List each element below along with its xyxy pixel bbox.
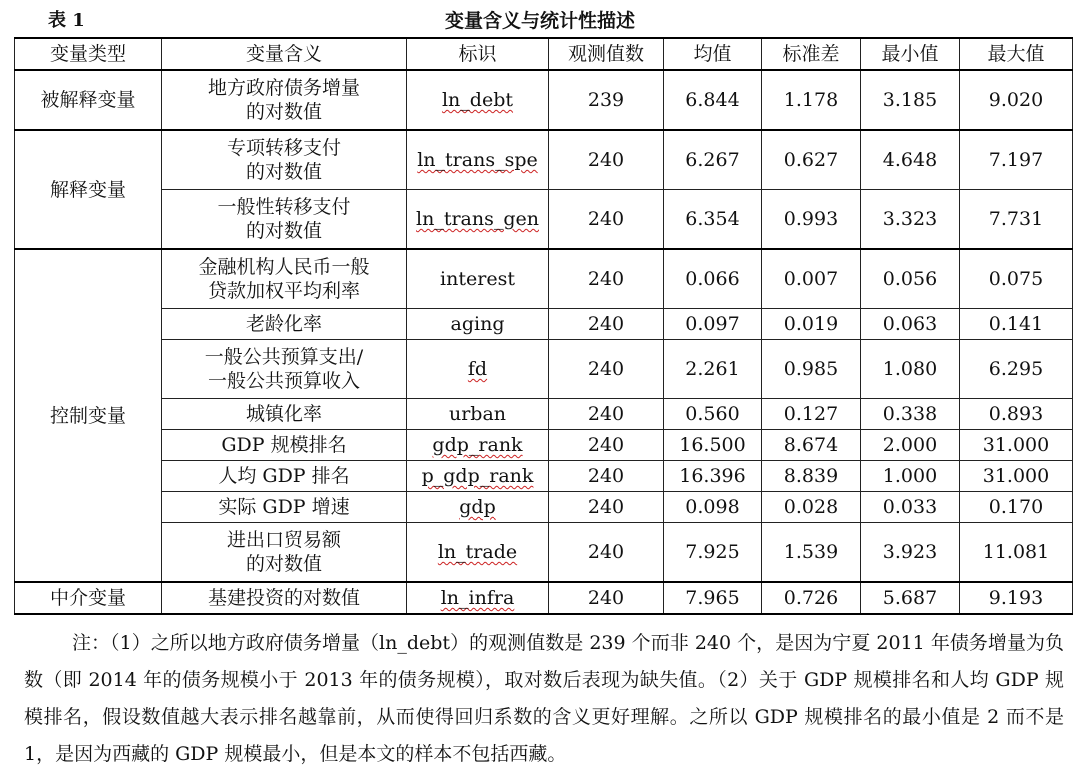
identifier-cell: [407, 130, 549, 190]
mean-cell: 0.066: [664, 249, 762, 309]
obs-cell: 240: [549, 430, 664, 461]
obs-cell: 240: [549, 309, 664, 340]
min-cell: 3.323: [861, 190, 960, 250]
identifier-cell: [407, 249, 549, 309]
sd-cell: 0.127: [762, 399, 861, 430]
variable-meaning-cell: 金融机构人民币一般 贷款加权平均利率: [162, 249, 407, 309]
identifier-cell: [407, 399, 549, 430]
max-cell: 0.141: [960, 309, 1073, 340]
max-cell: 9.020: [960, 70, 1073, 130]
variable-meaning-cell: 一般公共预算支出/ 一般公共预算收入: [162, 340, 407, 399]
obs-cell: 240: [549, 190, 664, 250]
variable-type-cell: 被解释变量: [15, 70, 162, 130]
table-row: [15, 492, 1073, 523]
min-cell: 4.648: [861, 130, 960, 190]
mean-cell: 0.098: [664, 492, 762, 523]
sd-cell: 1.539: [762, 523, 861, 583]
table-header: [0, 0, 1080, 36]
mean-cell: 0.560: [664, 399, 762, 430]
sd-cell: 1.178: [762, 70, 861, 130]
identifier-cell: [407, 430, 549, 461]
mean-cell: 6.267: [664, 130, 762, 190]
table-row: [15, 130, 1073, 190]
identifier-text: fd: [467, 358, 488, 380]
column-header: 变量类型: [15, 38, 162, 70]
table-row: [15, 399, 1073, 430]
max-cell: 11.081: [960, 523, 1073, 583]
identifier-text: gdp: [459, 496, 496, 518]
variable-meaning-cell: 地方政府债务增量 的对数值: [162, 70, 407, 130]
mean-cell: 7.925: [664, 523, 762, 583]
min-cell: 2.000: [861, 430, 960, 461]
identifier-cell: [407, 309, 549, 340]
variable-meaning-cell: GDP 规模排名: [162, 430, 407, 461]
variable-meaning-cell: 进出口贸易额 的对数值: [162, 523, 407, 583]
mean-cell: 6.844: [664, 70, 762, 130]
identifier-text: urban: [448, 403, 507, 425]
identifier-text: interest: [440, 268, 515, 290]
table-row: [15, 523, 1073, 583]
identifier-text: p_gdp_rank: [421, 465, 534, 487]
variable-meaning-cell: 一般性转移支付 的对数值: [162, 190, 407, 250]
max-cell: 9.193: [960, 582, 1073, 614]
min-cell: 1.000: [861, 461, 960, 492]
sd-cell: 0.007: [762, 249, 861, 309]
column-header: 均值: [664, 38, 762, 70]
mean-cell: 2.261: [664, 340, 762, 399]
column-header: 最小值: [861, 38, 960, 70]
table-row: [15, 340, 1073, 399]
sd-cell: 8.674: [762, 430, 861, 461]
identifier-text: ln_trade: [437, 541, 518, 563]
statistics-table: [14, 37, 1073, 615]
min-cell: 5.687: [861, 582, 960, 614]
max-cell: 7.197: [960, 130, 1073, 190]
sd-cell: 0.993: [762, 190, 861, 250]
sd-cell: 0.627: [762, 130, 861, 190]
min-cell: 0.063: [861, 309, 960, 340]
mean-cell: 16.500: [664, 430, 762, 461]
table-label: 表 1: [48, 10, 85, 31]
variable-meaning-cell: 人均 GDP 排名: [162, 461, 407, 492]
variable-type-cell: 中介变量: [15, 582, 162, 614]
variable-meaning-cell: 基建投资的对数值: [162, 582, 407, 614]
min-cell: 0.056: [861, 249, 960, 309]
obs-cell: 240: [549, 523, 664, 583]
obs-cell: 240: [549, 249, 664, 309]
identifier-cell: [407, 190, 549, 250]
variable-meaning-cell: 老龄化率: [162, 309, 407, 340]
variable-type-cell: 控制变量: [15, 249, 162, 582]
table-title: 变量含义与统计性描述: [444, 10, 635, 32]
column-header: 观测值数: [549, 38, 664, 70]
max-cell: 31.000: [960, 430, 1073, 461]
min-cell: 1.080: [861, 340, 960, 399]
obs-cell: 240: [549, 130, 664, 190]
min-cell: 3.923: [861, 523, 960, 583]
table-row: [15, 430, 1073, 461]
obs-cell: 239: [549, 70, 664, 130]
min-cell: 0.338: [861, 399, 960, 430]
obs-cell: 240: [549, 399, 664, 430]
header-row: [15, 38, 1073, 70]
column-header: 标准差: [762, 38, 861, 70]
sd-cell: 8.839: [762, 461, 861, 492]
variable-type-cell: 解释变量: [15, 130, 162, 249]
identifier-cell: [407, 461, 549, 492]
table-row: [15, 582, 1073, 614]
mean-cell: 7.965: [664, 582, 762, 614]
column-header: 最大值: [960, 38, 1073, 70]
min-cell: 0.033: [861, 492, 960, 523]
column-header: 变量含义: [162, 38, 407, 70]
sd-cell: 0.985: [762, 340, 861, 399]
variable-meaning-cell: 实际 GDP 增速: [162, 492, 407, 523]
identifier-cell: [407, 340, 549, 399]
identifier-text: ln_debt: [441, 89, 514, 111]
identifier-text: ln_trans_spe: [417, 149, 538, 171]
table-row: [15, 309, 1073, 340]
variable-meaning-cell: 城镇化率: [162, 399, 407, 430]
identifier-text: aging: [450, 313, 505, 335]
table-row: [15, 249, 1073, 309]
identifier-cell: [407, 523, 549, 583]
table-row: [15, 70, 1073, 130]
max-cell: 0.170: [960, 492, 1073, 523]
obs-cell: 240: [549, 461, 664, 492]
max-cell: 7.731: [960, 190, 1073, 250]
table-row: [15, 461, 1073, 492]
identifier-text: ln_trans_gen: [416, 208, 539, 230]
identifier-cell: [407, 582, 549, 614]
mean-cell: 16.396: [664, 461, 762, 492]
column-header: 标识: [407, 38, 549, 70]
sd-cell: 0.726: [762, 582, 861, 614]
identifier-cell: [407, 70, 549, 130]
identifier-text: gdp_rank: [432, 434, 523, 456]
max-cell: 0.893: [960, 399, 1073, 430]
obs-cell: 240: [549, 340, 664, 399]
obs-cell: 240: [549, 492, 664, 523]
variable-meaning-cell: 专项转移支付 的对数值: [162, 130, 407, 190]
max-cell: 31.000: [960, 461, 1073, 492]
sd-cell: 0.028: [762, 492, 861, 523]
max-cell: 6.295: [960, 340, 1073, 399]
sd-cell: 0.019: [762, 309, 861, 340]
min-cell: 3.185: [861, 70, 960, 130]
table-note: 注：（1）之所以地方政府债务增量（ln_debt）的观测值数是 239 个而非 240 个，是因为宁夏 2011 年债务增量为负数（即 2014 年的债务规模小于 2013 年的债务规模），取对数后表现为缺失值。（2）关于 GDP 规模排名和人均 GDP 规模排名，假设数值越大表示排名越靠前，从而使得回归系数的含义更好理解。之所以 GDP 规模排名的最小值是 2 而不是 1，是因为西藏的 GDP 规模最小，但是本文的样本不包括西藏。: [24, 632, 1064, 765]
table-row: [15, 190, 1073, 250]
max-cell: 0.075: [960, 249, 1073, 309]
identifier-cell: [407, 492, 549, 523]
mean-cell: 6.354: [664, 190, 762, 250]
identifier-text: ln_infra: [440, 587, 515, 609]
mean-cell: 0.097: [664, 309, 762, 340]
obs-cell: 240: [549, 582, 664, 614]
